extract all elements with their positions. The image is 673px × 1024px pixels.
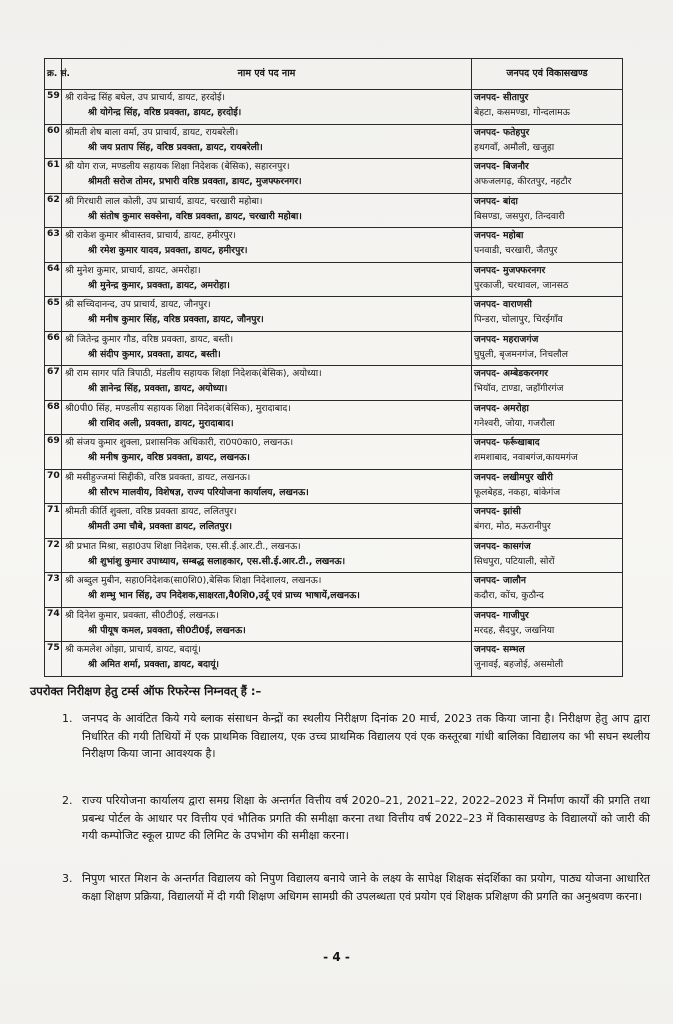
- official-names-cell: [62, 504, 472, 539]
- table-row: [45, 366, 623, 401]
- official-names-cell: [62, 90, 472, 125]
- table-row: [45, 90, 623, 125]
- official-2: श्री योगेन्द्र सिंह, वरिष्ठ प्रवक्ता, डायट, हरदोई।: [88, 107, 242, 118]
- official-names-cell: [62, 228, 472, 263]
- block-names: पुरकाजी, चरथावल, जानसठ: [474, 279, 569, 291]
- serial-number: 69: [45, 435, 62, 470]
- official-1: श्री राकेश कुमार श्रीवास्तव, प्राचार्य, डायट, हमीरपुर।: [65, 230, 236, 241]
- district-cell: [472, 228, 623, 263]
- district-name: जनपद- महराजगंज: [474, 333, 539, 345]
- district-name: जनपद- बिजनौर: [474, 161, 529, 172]
- table-row: [45, 159, 623, 194]
- official-1: श्री अब्दुल मुबीन, सहा0निदेशक(सा0शि0),बेसिक शिक्षा निदेशालय, लखनऊ।: [65, 575, 322, 586]
- official-names-cell: [62, 400, 472, 435]
- table-row: [45, 331, 623, 366]
- table-row: [45, 262, 623, 297]
- official-2: श्री ज्ञानेन्द्र सिंह, प्रवक्ता, डायट, अयोध्या।: [88, 383, 228, 394]
- official-1: श्री योग राज, मण्डलीय सहायक शिक्षा निदेशक (बेसिक), सहारनपुर।: [65, 161, 290, 172]
- table-row: [45, 193, 623, 228]
- district-name: जनपद- सम्भल: [474, 644, 525, 655]
- table-header-row: [45, 59, 623, 90]
- official-2: श्री सौरभ मालवीय, विशेषज्ञ, राज्य परियोजना कार्यालय, लखनऊ।: [88, 486, 309, 498]
- term-item-2: [62, 792, 650, 864]
- district-cell: [472, 366, 623, 401]
- official-names-cell: [62, 159, 472, 194]
- district-name: जनपद- झांसी: [474, 506, 521, 517]
- table-row: [45, 573, 623, 608]
- official-1: श्री कमलेश ओझा, प्राचार्य, डायट, बदायूं।: [65, 644, 201, 655]
- official-1: श्री प्रभात मिश्रा, सहा0उप शिक्षा निदेशक, एस.सी.ई.आर.टी., लखनऊ।: [65, 540, 301, 552]
- official-2: श्री संदीप कुमार, प्रवक्ता, डायट, बस्ती।: [88, 348, 221, 360]
- serial-number: 73: [45, 573, 62, 608]
- block-names: बिसण्डा, जसपुरा, तिन्दवारी: [474, 210, 565, 222]
- official-1: श्री सच्चिदानन्द, उप प्राचार्य, डायट, जौनपुर।: [65, 299, 211, 310]
- official-names-cell: [62, 469, 472, 504]
- serial-number: 62: [45, 193, 62, 228]
- official-2: श्री मनीष कुमार, वरिष्ठ प्रवक्ता, डायट, लखनऊ।: [88, 452, 250, 463]
- district-name: जनपद- वाराणसी: [474, 299, 532, 310]
- official-1: श्री गिरधारी लाल कोली, उप प्राचार्य, डायट, चरखारी महोबा।: [65, 195, 263, 207]
- serial-number: 66: [45, 331, 62, 366]
- district-name: जनपद- जालौन: [474, 575, 526, 586]
- serial-number: 70: [45, 469, 62, 504]
- official-2: श्रीमती सरोज तोमर, प्रभारी वरिष्ठ प्रवक्ता, डायट, मुजफ्फरनगर।: [88, 176, 302, 187]
- district-cell: [472, 469, 623, 504]
- district-name: जनपद- फर्रूखाबाद: [474, 437, 540, 448]
- official-names-cell: [62, 297, 472, 332]
- district-cell: [472, 538, 623, 573]
- terms-heading: उपरोक्त निरीक्षण हेतु टर्म्स ऑफ रिफरेन्स निम्नवत् हैं :–: [30, 684, 262, 698]
- header-serial: क्र. सं.: [45, 59, 62, 90]
- official-1: श्री मुनेश कुमार, प्राचार्य, डायट, अमरोहा।: [65, 264, 201, 276]
- district-cell: [472, 297, 623, 332]
- official-1: श्री जितेन्द्र कुमार गौड, वरिष्ठ प्रवक्ता, डायट, बस्ती।: [65, 333, 234, 345]
- block-names: पिन्डरा, चोलापुर, चिरईगाँव: [474, 314, 563, 325]
- serial-number: 72: [45, 538, 62, 573]
- term-marker: 2.: [62, 794, 73, 807]
- official-2: श्री मुनेन्द्र कुमार, प्रवक्ता, डायट, अमरोहा।: [88, 279, 230, 291]
- serial-number: 67: [45, 366, 62, 401]
- district-name: जनपद- कासगंज: [474, 540, 531, 552]
- official-1: श्री मसीहुज्जमां सिद्दीकी, वरिष्ठ प्रवक्ता, डायट, लखनऊ।: [65, 471, 251, 483]
- term-text: राज्य परियोजना कार्यालय द्वारा समग्र शिक्षा के अन्तर्गत वित्तीय वर्ष 2020–21, 2021–22, 2022–2023 में निर्माण कार्यों की प्रगति तथा प्रबन्ध पोर्टल के आधार पर वित्तीय एवं भौतिक प्रगति की समीक्षा करना तथा वित्तीय वर्ष 2022–23 में विकासखण्ड के विद्यालयों को जारी की गयी कम्पोजिट स्कूल ग्राण्ट की लिमिट के उपभोग की समीक्षा करना।: [82, 794, 650, 842]
- table-row: [45, 538, 623, 573]
- official-1: श्री0पी0 सिंह, मण्डलीय सहायक शिक्षा निदेशक(बेसिक), मुरादाबाद।: [65, 402, 291, 414]
- table-row: [45, 297, 623, 332]
- official-names-cell: [62, 607, 472, 642]
- block-names: कदौरा, कोंच, कुठौन्द: [474, 590, 544, 601]
- term-marker: 1.: [62, 712, 73, 725]
- table-body: [45, 90, 623, 677]
- official-names-cell: [62, 193, 472, 228]
- district-cell: [472, 262, 623, 297]
- district-cell: [472, 573, 623, 608]
- district-cell: [472, 435, 623, 470]
- district-name: जनपद- लखीमपुर खीरी: [474, 471, 553, 483]
- page-number: - 4 -: [323, 950, 350, 964]
- table-row: [45, 607, 623, 642]
- table-row: [45, 642, 623, 677]
- block-names: फूलबेहड, नकहा, बांकेगंज: [474, 486, 561, 498]
- district-cell: [472, 400, 623, 435]
- district-name: जनपद- अम्बेडकरनगर: [474, 368, 549, 379]
- official-1: श्री रावेन्द्र सिंह बघेल, उप प्राचार्य, डायट, हरदोई।: [65, 92, 225, 103]
- district-name: जनपद- फतेहपुर: [474, 126, 530, 138]
- district-cell: [472, 90, 623, 125]
- official-2: श्री रमेश कुमार यादव, प्रवक्ता, डायट, हमीरपुर।: [88, 245, 248, 256]
- block-names: बंगरा, मोठ, मऊरानीपुर: [474, 521, 551, 532]
- official-2: श्री संतोष कुमार सक्सेना, वरिष्ठ प्रवक्ता, डायट, चरखारी महोबा।: [88, 210, 302, 222]
- term-item-3: [62, 870, 650, 926]
- term-text: जनपद के आवंटित किये गये ब्लाक संसाधन केन्द्रों का स्थलीय निरीक्षण दिनांक 20 मार्च, 2023 तक किया जाना है। निरीक्षण हेतु आप द्वारा निर्धारित की गयी तिथियों में एक प्राथमिक विद्यालय, एक उच्च प्राथमिक विद्यालय एवं एक कस्तूरबा गांधी बालिका विद्यालय का भी सघन स्थलीय निरीक्षण किया जाना आवश्यक है।: [82, 712, 650, 760]
- block-names: जुनावई, बहजोई, असमोली: [474, 659, 564, 670]
- district-name: जनपद- बांदा: [474, 195, 518, 207]
- official-names-cell: [62, 331, 472, 366]
- serial-number: 61: [45, 159, 62, 194]
- block-names: अफजलगढ़, कीरतपुर, नहटौर: [474, 176, 572, 187]
- official-2: श्री मनीष कुमार सिंह, वरिष्ठ प्रवक्ता, डायट, जौनपुर।: [88, 314, 264, 325]
- serial-number: 63: [45, 228, 62, 263]
- official-2: श्री शम्भु भान सिंह, उप निदेशक,साक्षरता,वै0शि0,उर्दू एवं प्राच्य भाषायें,लखनऊ।: [88, 590, 360, 601]
- official-2: श्रीमती उमा चौबे, प्रवक्ता डायट, ललितपुर।: [88, 521, 232, 532]
- official-1: श्री संजय कुमार शुक्ला, प्रशासनिक अधिकारी, रा0प0का0, लखनऊ।: [65, 437, 294, 448]
- district-name: जनपद- मुजफ्फरनगर: [474, 264, 546, 276]
- official-names-cell: [62, 124, 472, 159]
- official-names-cell: [62, 538, 472, 573]
- district-name: जनपद- अमरोहा: [474, 402, 529, 414]
- block-names: शमशाबाद, नवाबगंज,कायमगंज: [474, 452, 578, 463]
- official-1: श्री दिनेश कुमार, प्रवक्ता, सी0टी0ई, लखनऊ।: [65, 609, 219, 621]
- serial-number: 75: [45, 642, 62, 677]
- table-row: [45, 400, 623, 435]
- official-names-cell: [62, 262, 472, 297]
- official-2: श्री पीयूष कमल, प्रवक्ता, सी0टी0ई, लखनऊ।: [88, 624, 246, 636]
- block-names: घुघुली, बृजमनगंज, निचलौल: [474, 348, 568, 360]
- header-name: नाम एवं पद नाम: [62, 59, 472, 90]
- official-2: श्री शुभांशु कुमार उपाध्याय, सम्बद्ध सलाहकार, एस.सी.ई.आर.टी., लखनऊ।: [88, 555, 346, 567]
- district-cell: [472, 159, 623, 194]
- block-names: पनवाडी, चरखारी, जैतपुर: [474, 245, 558, 256]
- serial-number: 74: [45, 607, 62, 642]
- official-names-cell: [62, 435, 472, 470]
- term-text: निपुण भारत मिशन के अन्तर्गत विद्यालय को निपुण विद्यालय बनाये जाने के लक्ष्य के सापेक्ष शिक्षक संदर्शिका का प्रयोग, पाठ्य योजना आधारित कक्षा शिक्षण प्रक्रिया, विद्यालयों में दी गयी शिक्षण अधिगम सामग्री की उपलब्धता एवं प्रयोग एवं शिक्षक प्रशिक्षण की प्रगति का अनुश्रवण करना।: [82, 872, 650, 903]
- district-name: जनपद- गाजीपुर: [474, 609, 529, 621]
- official-2: श्री जय प्रताप सिंह, वरिष्ठ प्रवक्ता, डायट, रायबरेली।: [88, 141, 263, 153]
- term-marker: 3.: [62, 872, 73, 885]
- serial-number: 64: [45, 262, 62, 297]
- serial-number: 71: [45, 504, 62, 539]
- block-names: बेहटा, कसमण्डा, गोन्दलामऊ: [474, 107, 570, 118]
- district-name: जनपद- सीतापुर: [474, 92, 529, 103]
- serial-number: 65: [45, 297, 62, 332]
- official-1: श्री राम सागर पति त्रिपाठी, मंडलीय सहायक शिक्षा निदेशक(बेसिक), अयोध्या।: [65, 368, 322, 379]
- table-row: [45, 469, 623, 504]
- block-names: सिधपुरा, पटियाली, सोरों: [474, 555, 555, 567]
- official-2: श्री राशिद अली, प्रवक्ता, डायट, मुरादाबाद।: [88, 417, 234, 429]
- serial-number: 60: [45, 124, 62, 159]
- block-names: हथगवाँ, अमौली, खजुहा: [474, 141, 555, 153]
- district-cell: [472, 607, 623, 642]
- district-name: जनपद- महोबा: [474, 230, 524, 241]
- block-names: भियॉव, टाण्डा, जहाँगीरगंज: [474, 383, 564, 394]
- block-names: गनेश्वरी, जोया, गजरौला: [474, 417, 555, 429]
- table-row: [45, 504, 623, 539]
- serial-number: 68: [45, 400, 62, 435]
- term-item-1: [62, 710, 650, 782]
- district-cell: [472, 331, 623, 366]
- district-cell: [472, 124, 623, 159]
- district-cell: [472, 193, 623, 228]
- official-names-cell: [62, 573, 472, 608]
- block-names: मरदह, सैदपुर, जखनिया: [474, 624, 555, 636]
- table-row: [45, 124, 623, 159]
- district-cell: [472, 504, 623, 539]
- official-1: श्रीमती कीर्ति शुक्ला, वरिष्ठ प्रवक्ता डायट, ललितपुर।: [65, 506, 237, 517]
- serial-number: 59: [45, 90, 62, 125]
- official-names-cell: [62, 366, 472, 401]
- inspection-roster-table: [44, 58, 623, 677]
- official-1: श्रीमती शेष बाला वर्मा, उप प्राचार्य, डायट, रायबरेली।: [65, 126, 239, 138]
- district-cell: [472, 642, 623, 677]
- official-names-cell: [62, 642, 472, 677]
- table-row: [45, 435, 623, 470]
- table-row: [45, 228, 623, 263]
- official-2: श्री अमित शर्मा, प्रवक्ता, डायट, बदायूं।: [88, 659, 220, 670]
- header-district: जनपद एवं विकासखण्ड: [472, 59, 623, 90]
